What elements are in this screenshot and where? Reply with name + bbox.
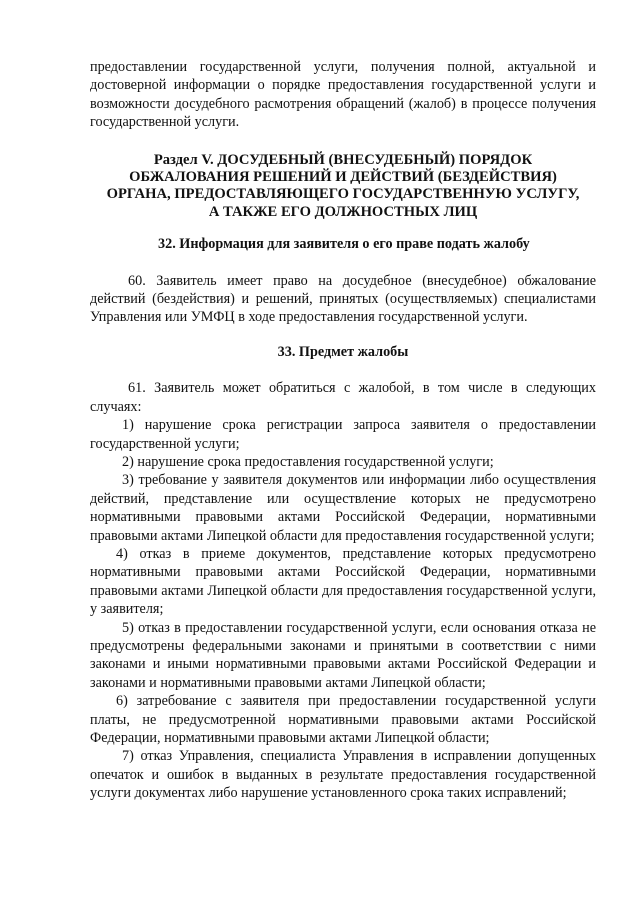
- section-title-line: Раздел V. ДОСУДЕБНЫЙ (ВНЕСУДЕБНЫЙ) ПОРЯДОК: [153, 151, 533, 168]
- section-title-line: ОРГАНА, ПРЕДОСТАВЛЯЮЩЕГО ГОСУДАРСТВЕННУЮ УСЛУГУ,: [106, 186, 580, 203]
- list-item: 3) требование у заявителя документов или информации либо осуществления действий, представление или осуществление которых не предусмотрено нормативными правовыми актами Российской Федерации, нормативными правовыми актами Липецкой области для предоставления государственной услуги;: [90, 472, 596, 544]
- document-page: [90, 58, 596, 803]
- section-title-line: ОБЖАЛОВАНИЯ РЕШЕНИЙ И ДЕЙСТВИЙ (БЕЗДЕЙСТВИЯ): [129, 169, 557, 186]
- list-item: 5) отказ в предоставлении государственной услуги, если основания отказа не предусмотрены федеральными законами и принятыми в соответствии с ними законами и иными нормативными правовыми актами Российской Федерации и законами и нормативными правовыми актами Липецкой области;: [90, 619, 596, 691]
- list-item: 1) нарушение срока регистрации запроса заявителя о предоставлении государственной услуги;: [90, 417, 596, 452]
- subsection-33-heading: 33. Предмет жалобы: [277, 343, 409, 360]
- paragraph-60: 60. Заявитель имеет право на досудебное (внесудебное) обжалование действий (бездействия) и решений, принятых (осуществляемых) специалистами Управления или УМФЦ в ходе предоставления государственной услуги.: [90, 272, 596, 326]
- paragraph-61: 61. Заявитель может обратиться с жалобой, в том числе в следующих случаях:: [90, 380, 596, 415]
- list-item: 2) нарушение срока предоставления государственной услуги;: [122, 453, 494, 470]
- list-item: 4) отказ в приеме документов, представление которых предусмотрено нормативными правовыми актами Российской Федерации, нормативными правовыми актами Липецкой области для предоставления государственной услуги, у заявителя;: [90, 545, 596, 618]
- section-title-line: А ТАКЖЕ ЕГО ДОЛЖНОСТНЫХ ЛИЦ: [208, 203, 478, 220]
- subsection-32-heading: 32. Информация для заявителя о его праве подать жалобу: [158, 236, 530, 253]
- list-item: 6) затребование с заявителя при предоставлении государственной услуги платы, не предусмотренной нормативными правовыми актами Российской Федерации, нормативными правовыми актами Липецкой области;: [90, 693, 596, 746]
- list-item: 7) отказ Управления, специалиста Управления в исправлении допущенных опечаток и ошибок в выданных в результате предоставления государственной услуги документах либо нарушение установленного срока таких исправлений;: [90, 748, 596, 802]
- intro-paragraph: предоставлении государственной услуги, получения полной, актуальной и достоверной информации о порядке предоставления государственной услуги и возможности досудебного расмотрения обращений (жалоб) в процессе получения государственной услуги.: [90, 59, 596, 131]
- section-title: [90, 152, 596, 222]
